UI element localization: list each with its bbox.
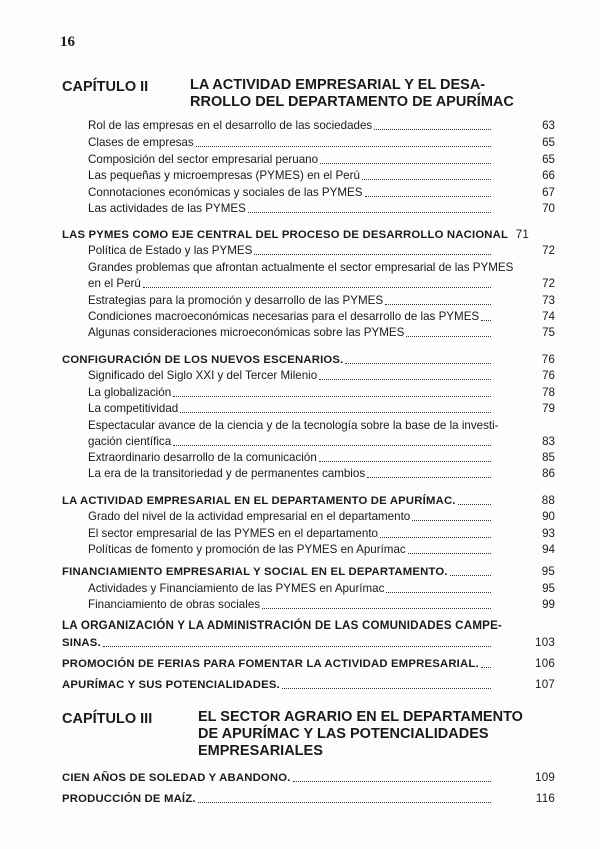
toc-entry-line1[interactable]: Espectacular avance de la ciencia y de la tecnología sobre la base de la investi- (88, 419, 499, 432)
toc-entry[interactable]: Algunas consideraciones microeconómicas sobre las PYMES 75 (88, 326, 555, 339)
chapter-3-title-line1: EL SECTOR AGRARIO EN EL DEPARTAMENTO (198, 709, 523, 725)
toc-entry[interactable]: Grado del nivel de la actividad empresarial en el departamento 90 (88, 510, 555, 523)
toc-section-entry[interactable]: FINANCIAMIENTO EMPRESARIAL Y SOCIAL EN EL DEPARTAMENTO. 95 (62, 565, 555, 578)
chapter-2-title-line2: RROLLO DEL DEPARTAMENTO DE APURÍMAC (190, 94, 514, 110)
toc-entry[interactable]: gación científica 83 (88, 435, 555, 448)
toc-entry[interactable]: El sector empresarial de las PYMES en el departamento 93 (88, 527, 555, 540)
toc-entry[interactable]: Rol de las empresas en el desarrollo de las sociedades 63 (88, 119, 555, 132)
chapter-3-label: CAPÍTULO III (62, 711, 153, 727)
toc-entry[interactable]: Condiciones macroeconómicas necesarias para el desarrollo de las PYMES 74 (88, 310, 555, 323)
toc-entry[interactable]: Financiamiento de obras sociales 99 (88, 598, 555, 611)
toc-entry[interactable]: Las actividades de las PYMES 70 (88, 202, 555, 215)
chapter-3-title (198, 709, 528, 760)
toc-entry[interactable]: La competitividad 79 (88, 402, 555, 415)
toc-section-entry[interactable]: APURÍMAC Y SUS POTENCIALIDADES. 107 (62, 678, 555, 691)
toc-entry[interactable]: Estrategias para la promoción y desarrollo de las PYMES 73 (88, 294, 555, 307)
toc-section-entry[interactable]: PROMOCIÓN DE FERIAS PARA FOMENTAR LA ACTIVIDAD EMPRESARIAL. 106 (62, 657, 555, 670)
toc-entry[interactable]: Políticas de fomento y promoción de las PYMES en Apurímac 94 (88, 543, 555, 556)
toc-section-entry[interactable]: CONFIGURACIÓN DE LOS NUEVOS ESCENARIOS. 76 (62, 353, 555, 366)
toc-entry[interactable]: La globalización 78 (88, 386, 555, 399)
toc-section-entry[interactable]: LA ACTIVIDAD EMPRESARIAL EN EL DEPARTAMENTO DE APURÍMAC. 88 (62, 494, 555, 507)
toc-entry[interactable]: Política de Estado y las PYMES 72 (88, 244, 555, 257)
chapter-2-title-line1: LA ACTIVIDAD EMPRESARIAL Y EL DESA- (190, 77, 486, 93)
toc-entry[interactable]: Extraordinario desarrollo de la comunicación 85 (88, 451, 555, 464)
chapter-3-title-line3: EMPRESARIALES (198, 743, 323, 759)
toc-entry-line1[interactable]: Grandes problemas que afrontan actualmente el sector empresarial de las PYMES (88, 261, 514, 274)
chapter-2-title (190, 77, 520, 111)
toc-entry[interactable]: Clases de empresas 65 (88, 136, 555, 149)
toc-entry[interactable]: Actividades y Financiamiento de las PYMES en Apurímac 95 (88, 582, 555, 595)
toc-entry[interactable]: Composición del sector empresarial peruano 65 (88, 153, 555, 166)
page-number: 16 (60, 34, 75, 50)
toc-section-entry-line1[interactable]: LA ORGANIZACIÓN Y LA ADMINISTRACIÓN DE LAS COMUNIDADES CAMPE- (62, 619, 503, 632)
toc-entry[interactable]: en el Perú 72 (88, 277, 555, 290)
chapter-3-title-line2: DE APURÍMAC Y LAS POTENCIALIDADES (198, 726, 489, 742)
toc-entry[interactable]: La era de la transitoriedad y de permanentes cambios 86 (88, 467, 555, 480)
toc-section-entry[interactable]: CIEN AÑOS DE SOLEDAD Y ABANDONO. 109 (62, 771, 555, 784)
toc-section-entry[interactable]: PRODUCCIÓN DE MAÍZ. 116 (62, 792, 555, 805)
toc-entry[interactable]: Significado del Siglo XXI y del Tercer Milenio 76 (88, 369, 555, 382)
toc-entry[interactable]: Connotaciones económicas y sociales de las PYMES 67 (88, 186, 555, 199)
toc-section-entry[interactable]: SINAS. 103 (62, 636, 555, 649)
chapter-2-label: CAPÍTULO II (62, 79, 149, 95)
toc-section-entry[interactable]: LAS PYMES COMO EJE CENTRAL DEL PROCESO DE DESARROLLO NACIONAL 71 (62, 228, 529, 241)
toc-entry[interactable]: Las pequeñas y microempresas (PYMES) en el Perú 66 (88, 169, 555, 182)
